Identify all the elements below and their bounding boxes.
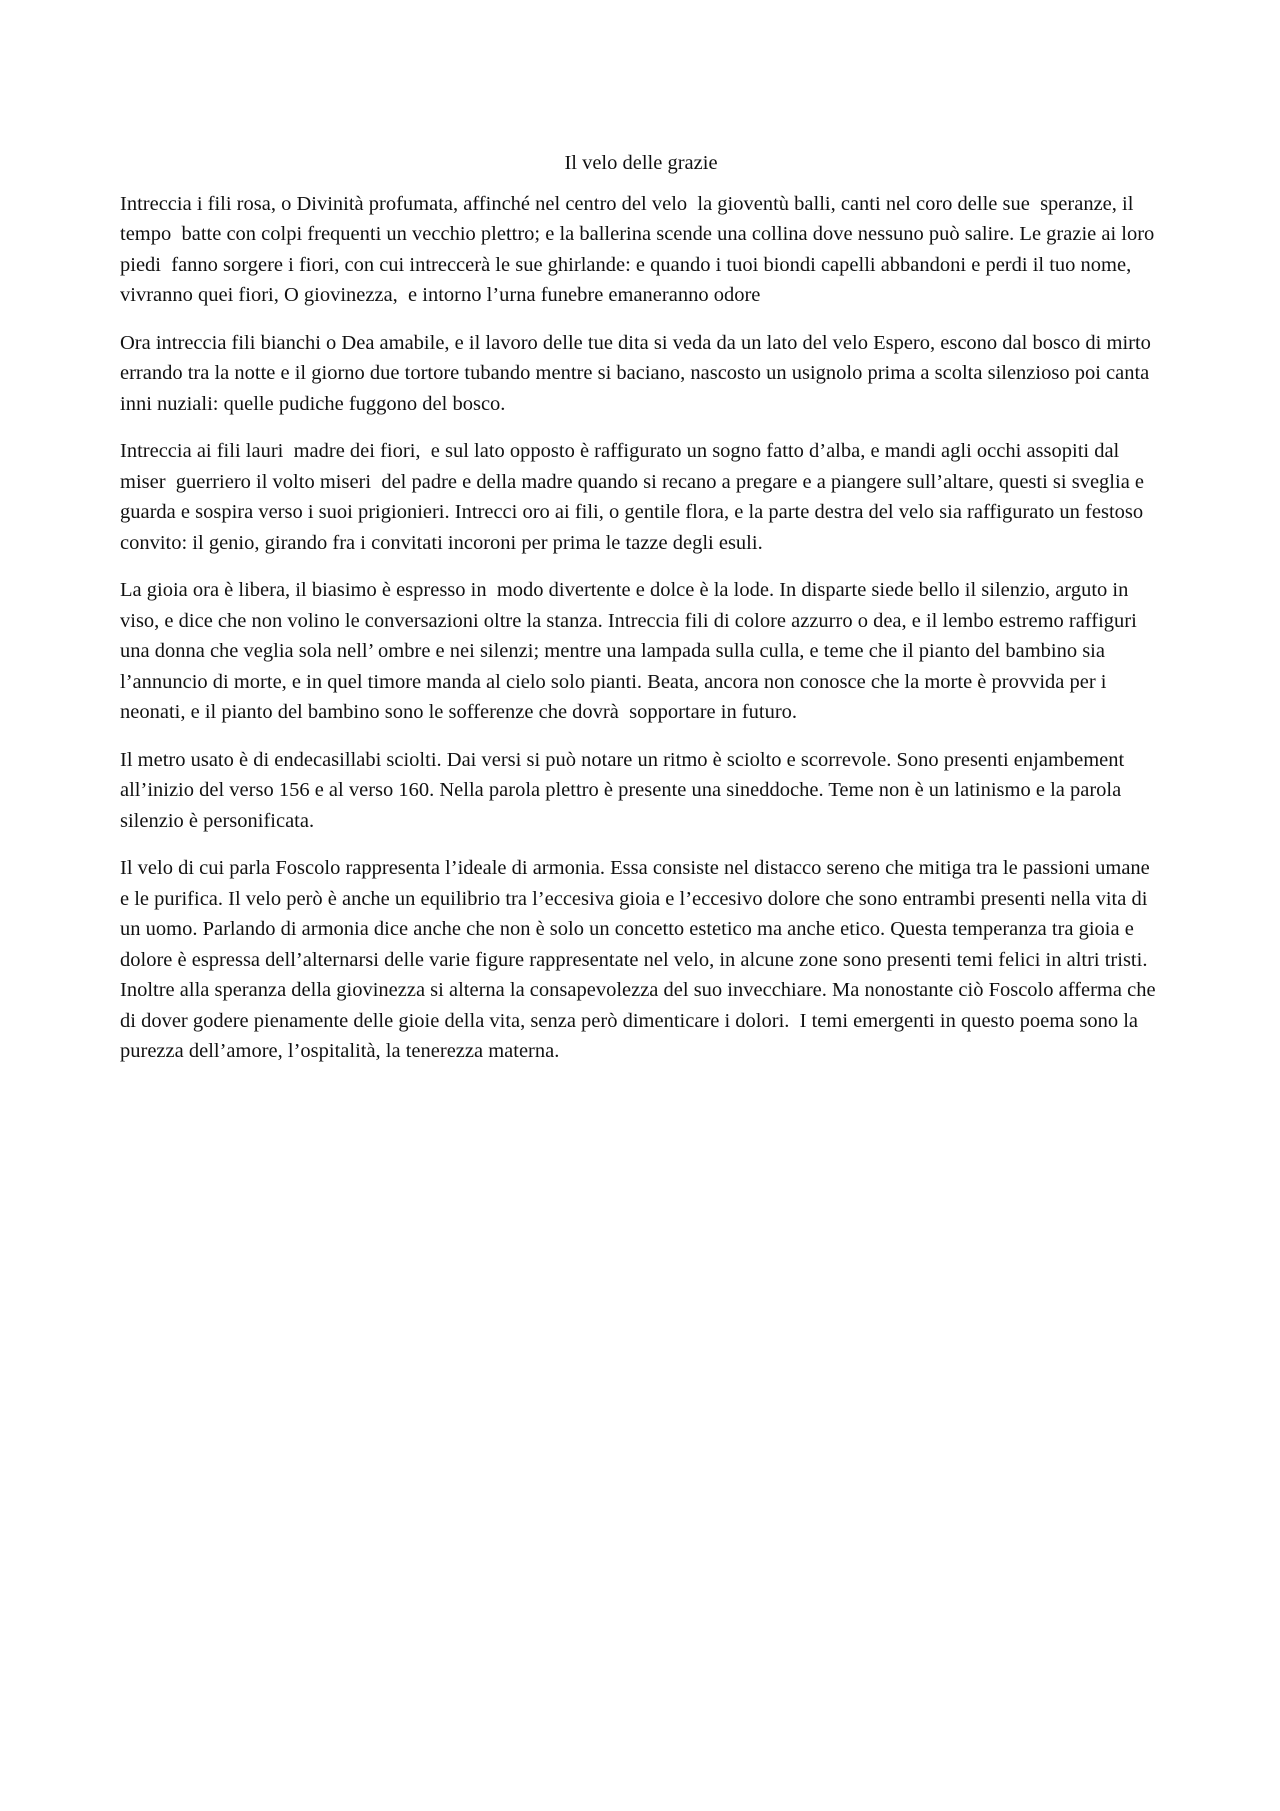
paragraph-5: Il metro usato è di endecasillabi sciolti. Dai versi si può notare un ritmo è sciolto e scorrevole. Sono presenti enjambement all’inizio del verso 156 e al verso 160. Nella parola plettro è presente una sineddoche. Teme non è un latinismo e la parola silenzio è personificata. xyxy=(120,748,1130,832)
paragraph-6: Il velo di cui parla Foscolo rappresenta l’ideale di armonia. Essa consiste nel distacco sereno che mitiga tra le passioni umane e le purifica. Il velo però è anche un equilibrio tra l’eccesiva gioia e l’eccesivo dolore che sono entrambi presenti nella vita di un uomo. Parlando di armonia dice anche che non è solo un concetto estetico ma anche etico. Questa temperanza tra gioia e dolore è espressa dell’alternarsi delle varie figure rappresentate nel velo, in alcune zone sono presenti temi felici in altri tristi. Inoltre alla speranza della giovinezza si alterna la consapevolezza del suo invecchiare. Ma nonostante ciò Foscolo afferma che di dover godere pienamente delle gioie della vita, senza però dimenticare i dolori. I temi emergenti in questo poema sono la purezza dell’amore, l’ospitalità, la tenerezza materna. xyxy=(120,857,1161,1062)
paragraph-3: Intreccia ai fili lauri madre dei fiori, e sul lato opposto è raffigurato un sogno fatto d’alba, e mandi agli occhi assopiti dal miser guerriero il volto miseri del padre e della madre quando si recano a pregare e a piangere sull’altare, questi si sveglia e guarda e sospira verso i suoi prigionieri. Intrecci oro ai fili, o gentile flora, e la parte destra del velo sia raffigurato un festoso convito: il genio, girando fra i convitati incoroni per prima le tazze degli esuli. xyxy=(120,440,1150,554)
document-title: Il velo delle grazie xyxy=(564,152,718,174)
document-body xyxy=(120,148,1162,1084)
paragraph-4: La gioia ora è libera, il biasimo è espresso in modo divertente e dolce è la lode. In disparte siede bello il silenzio, arguto in viso, e dice che non volino le conversazioni oltre la stanza. Intreccia fili di colore azzurro o dea, e il lembo estremo raffiguri una donna che veglia sola nell’ ombre e nei silenzi; mentre una lampada sulla culla, e teme che il pianto del bambino sia l’annuncio di morte, e in quel timore manda al cielo solo pianti. Beata, ancora non conosce che la morte è provvida per i neonati, e il pianto del bambino sono le sofferenze che dovrà sopportare in futuro. xyxy=(120,579,1142,723)
paragraph-2: Ora intreccia fili bianchi o Dea amabile, e il lavoro delle tue dita si veda da un lato del velo Espero, escono dal bosco di mirto errando tra la notte e il giorno due tortore tubando mentre si baciano, nascosto un usignolo prima a scolta silenzioso poi canta inni nuziali: quelle pudiche fuggono del bosco. xyxy=(120,331,1157,415)
paragraph-1: Intreccia i fili rosa, o Divinità profumata, affinché nel centro del velo la gioventù balli, canti nel coro delle sue speranze, il tempo batte con colpi frequenti un vecchio plettro; e la ballerina scende una collina dove nessuno può salire. Le grazie ai loro piedi fanno sorgere i fiori, con cui intreccerà le sue ghirlande: e quando i tuoi biondi capelli abbandoni e perdi il tuo nome, vivranno quei fiori, O giovinezza, e intorno l’urna funebre emaneranno odore xyxy=(120,192,1160,306)
